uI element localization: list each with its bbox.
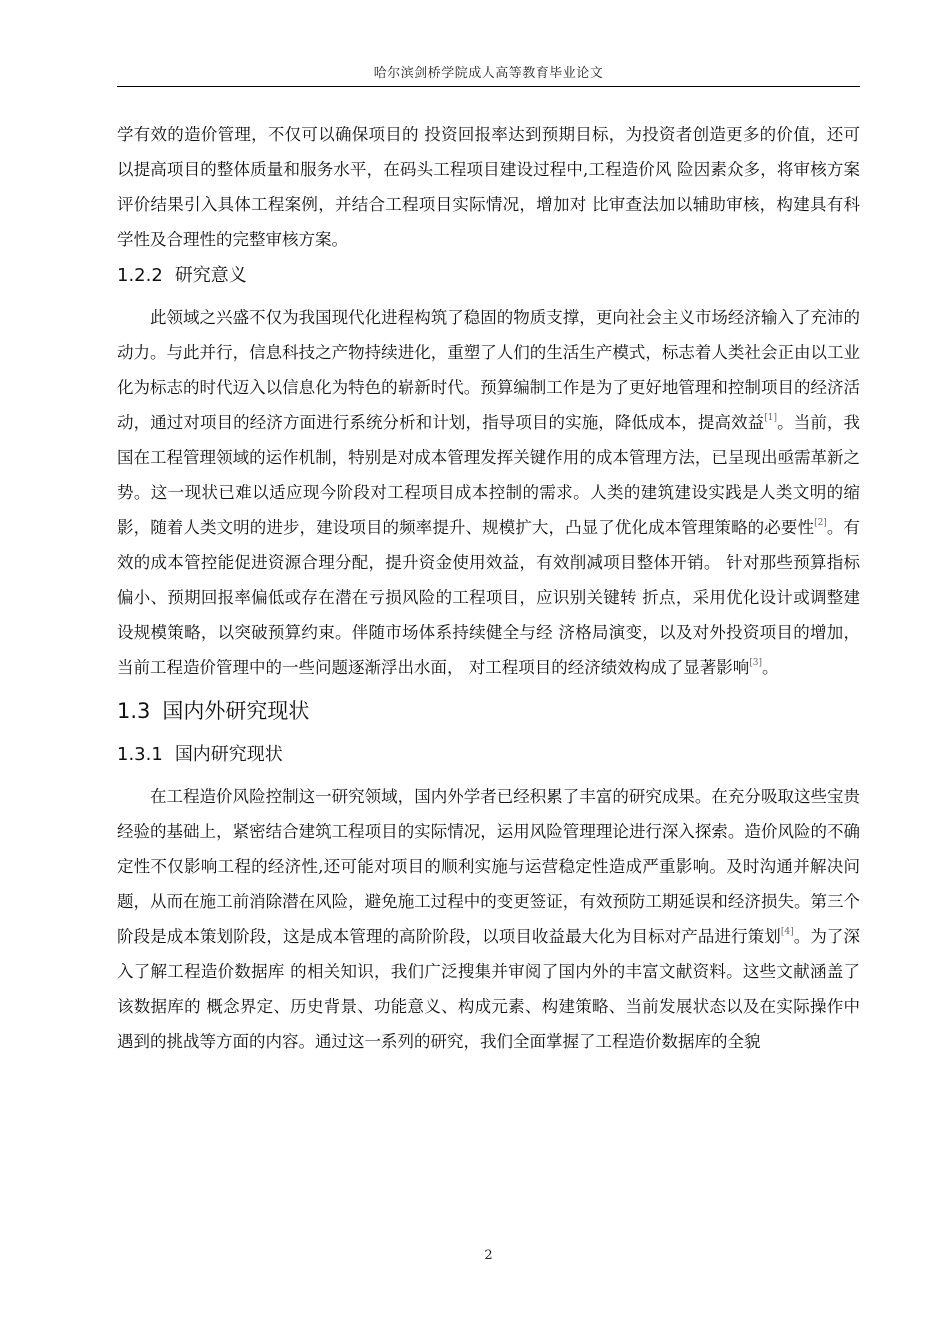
paragraph-research-significance	[117, 300, 860, 685]
body-content	[117, 117, 860, 1059]
page-number: 2	[484, 1248, 493, 1263]
text-run: 此领域之兴盛不仅为我国现代化进程构筑了稳固的物质支撑，更向社会主义市场经济输入了充沛的动力。与此并行，信息科技之产物持续进化，重塑了人们的生活生产模式，标志着人类社会正由以工业化为标志的时代迈入以信息化为特色的崭新时代。预算编制工作是为了更好地管理和控制项目的经济活动，通过对项目的经济方面进行系统分析和计划，指导项目的实施，降低成本，提高效益	[117, 308, 860, 432]
section-number: 1.2.2	[117, 265, 163, 286]
citation-ref: [1]	[764, 413, 778, 423]
citation-ref: [2]	[814, 518, 827, 528]
section-number: 1.3	[117, 699, 151, 723]
citation-ref: [3]	[749, 658, 762, 668]
header-rule	[117, 86, 860, 87]
text-run: 。当前，我国在工程管理领域的运作机制，特别是对成本管理发挥关键作用的成本管理方法，已呈现出亟需革新之势。这一现状已难以适应现今阶段对工程项目成本控制的需求。人类的建筑建设实践是人类文明的缩影，随着人类文明的进步，建设项目的频率提升、规模扩大，凸显了优化成本管理策略的必要性	[117, 413, 861, 537]
citation-ref: [4]	[780, 927, 794, 937]
paragraph-domestic-research	[117, 779, 860, 1059]
section-heading-1-3-1	[117, 737, 860, 773]
section-title: 研究意义	[174, 265, 247, 286]
running-header: 哈尔滨剑桥学院成人高等教育毕业论文	[373, 66, 604, 81]
section-number: 1.3.1	[117, 744, 163, 765]
text-run: 。有效的成本管控能促进资源合理分配，提升资金使用效益，有效削减项目整体开销。 针对那些预算指标偏小、预期回报率偏低或存在潜在亏损风险的工程项目，应识别关键转 折点，采用优化设计或调整建设规模策略，以突破预算约束。伴随市场体系持续健全与经 济格局演变，以及对外投资项目的增加，当前工程造价管理中的一些问题逐渐浮出水面， 对工程项目的经济绩效构成了显著影响	[117, 518, 861, 677]
text-run: 在工程造价风险控制这一研究领域，国内外学者已经积累了丰富的研究成果。在充分吸取这些宝贵经验的基础上，紧密结合建筑工程项目的实际情况，运用风险管理理论进行深入探索。造价风险的不确定性不仅影响工程的经济性,还可能对项目的顺利实施与运营稳定性造成严重影响。及时沟通并解决问题，从而在施工前消除潜在风险，避免施工过程中的变更签证，有效预防工期延误和经济损失。第三个阶段是成本策划阶段，这是成本管理的高阶阶段，以项目收益最大化为目标对产品进行策划	[117, 787, 860, 946]
section-title: 国内外研究现状	[162, 699, 310, 723]
paragraph-continued: 学有效的造价管理，不仅可以确保项目的 投资回报率达到预期目标，为投资者创造更多的价值，还可以提高项目的整体质量和服务水平，在码头工程项目建设过程中,工程造价风 险因素众多，将审核方案评价结果引入具体工程案例，并结合工程项目实际情况，增加对 比审查法加以辅助审核，构建具有科学性及合理性的完整审核方案。	[117, 125, 860, 249]
section-heading-1-2-2	[117, 258, 860, 294]
section-heading-1-3	[117, 691, 860, 731]
text-run: 。	[762, 658, 779, 677]
section-title: 国内研究现状	[174, 744, 283, 765]
text-run: 。为了深入了解工程造价数据库 的相关知识，我们广泛搜集并审阅了国内外的丰富文献资料。这些文献涵盖了该数据库的 概念界定、历史背景、功能意义、构成元素、构建策略、当前发展状态以及在实际操作中 遇到的挑战等方面的内容。通过这一系列的研究，我们全面掌握了工程造价数据库的全貌	[117, 927, 861, 1051]
